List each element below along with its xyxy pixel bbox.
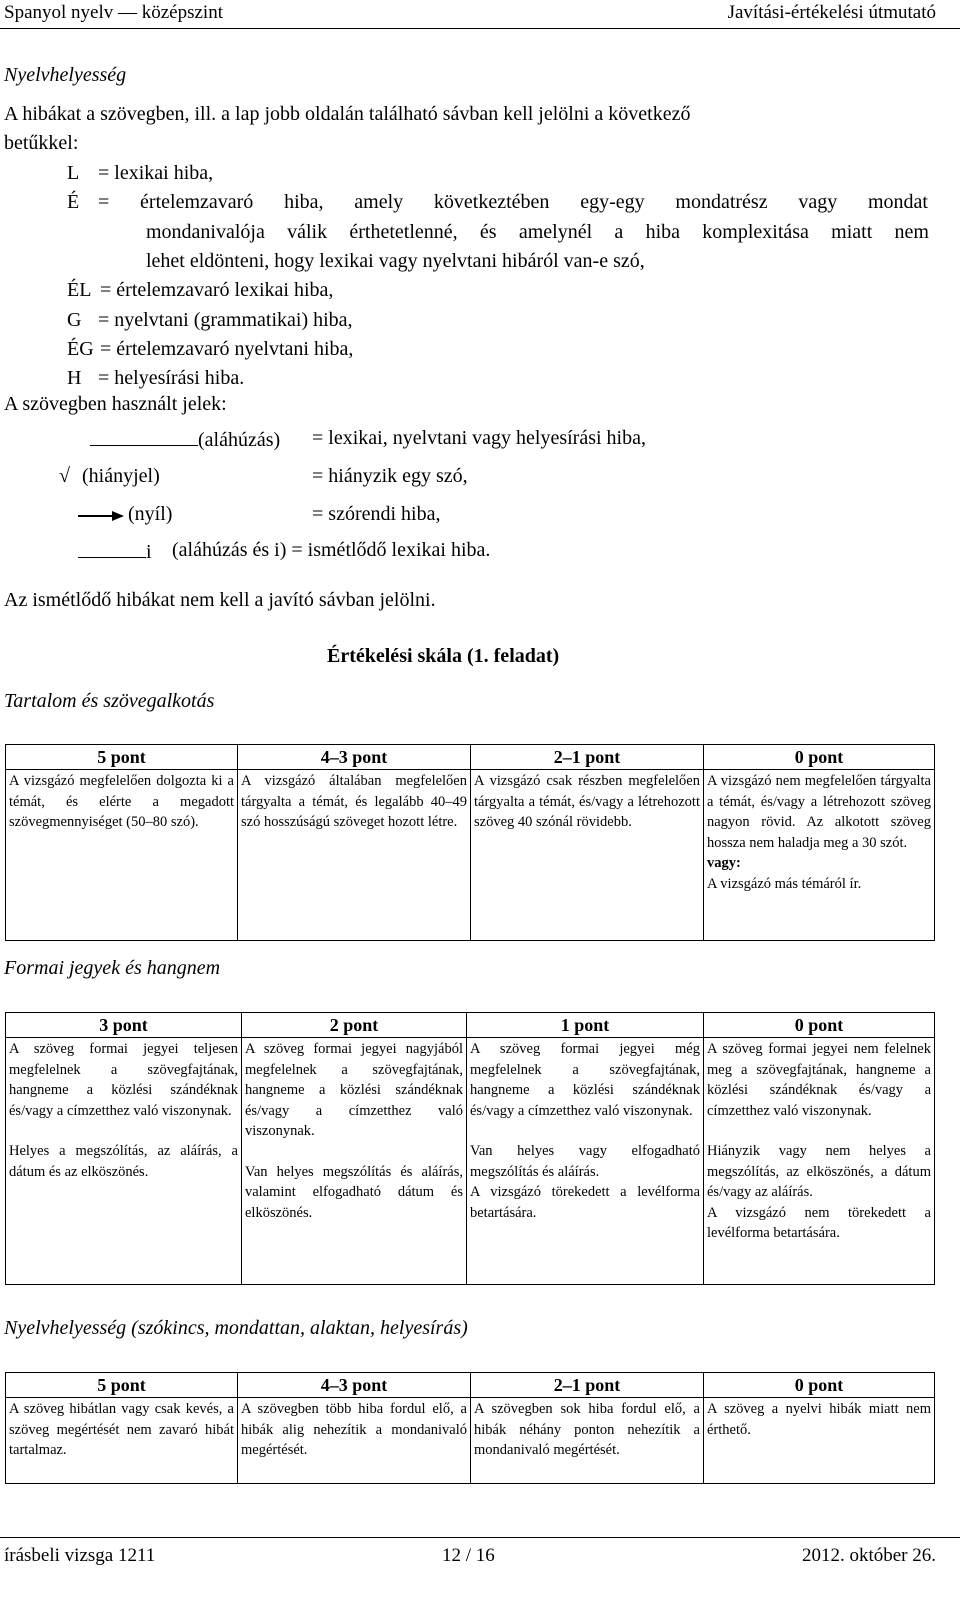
table-cell bbox=[704, 1038, 935, 1285]
header-cell: 4–3 pont bbox=[238, 745, 471, 770]
cell-text: A szöveg formai jegyei teljesen megfelelnek a szövegfajtának, hangneme a közlési szándéknak és/vagy a címzetthez való viszonynak. bbox=[9, 1041, 238, 1119]
mark-underline-row bbox=[90, 427, 280, 452]
cell-text: Helyes a megszólítás, az aláírás, a dátum és az elköszönés. bbox=[9, 1143, 238, 1180]
header-left: Spanyol nyelv — középszint bbox=[4, 2, 223, 23]
scale-title: Értékelési skála (1. feladat) bbox=[327, 645, 560, 667]
intro-line-1: A hibákat a szövegben, ill. a lap jobb oldalán található sávban kell jelölni a következő bbox=[4, 103, 691, 125]
header-right: Javítási-értékelési útmutató bbox=[727, 2, 936, 23]
error-code: ÉL bbox=[67, 279, 92, 302]
header-rule bbox=[0, 28, 960, 29]
mark-underline-label: (aláhúzás) bbox=[198, 429, 281, 451]
accuracy-score-table bbox=[5, 1372, 935, 1484]
marks-title: A szövegben használt jelek: bbox=[4, 393, 227, 415]
mark-check-label: (hiányjel) bbox=[82, 465, 160, 487]
error-code-description: = helyesírási hiba. bbox=[98, 367, 245, 390]
header-cell: 3 pont bbox=[6, 1013, 242, 1038]
table-cell bbox=[238, 770, 471, 941]
cell-text: A vizsgázó nem megfelelően tárgyalta a témát, és/vagy a létrehozott szöveg nagyon rövid. Az alkotott szöveg hossza nem haladja meg a 30 szót. bbox=[707, 773, 931, 851]
header-cell: 1 pont bbox=[467, 1013, 704, 1038]
error-code-description: = nyelvtani (grammatikai) hiba, bbox=[98, 308, 353, 331]
cell-text: A szöveg hibátlan vagy csak kevés, a szöveg megértését nem zavaró hibát tartalmaz. bbox=[9, 1401, 234, 1458]
mark-repeat-row bbox=[78, 539, 152, 564]
table-cell bbox=[238, 1398, 471, 1484]
mark-underline-eq: = lexikai, nyelvtani vagy helyesírási hiba, bbox=[312, 427, 646, 449]
cell-text: Van helyes vagy elfogadható megszólítás és aláírás. bbox=[470, 1143, 700, 1180]
table-cell bbox=[6, 1038, 242, 1285]
cell-text: A vizsgázó megfelelően dolgozta ki a témát, és elérte a megadott szövegmennyiséget (50–80 szó). bbox=[9, 773, 234, 830]
table-cell bbox=[6, 1398, 238, 1484]
arrow-icon bbox=[78, 508, 124, 524]
header-cell: 2–1 pont bbox=[471, 1373, 704, 1398]
table-cell bbox=[471, 1398, 704, 1484]
header-cell: 0 pont bbox=[704, 745, 935, 770]
header-cell: 5 pont bbox=[6, 1373, 238, 1398]
mark-arrow-label: (nyíl) bbox=[128, 503, 173, 525]
table-header-row bbox=[6, 745, 935, 770]
section-title-nyelvhelyesseg: Nyelvhelyesség bbox=[4, 64, 127, 86]
footer-rule bbox=[0, 1537, 960, 1538]
table-cell bbox=[704, 1398, 935, 1484]
table-header-row bbox=[6, 1373, 935, 1398]
cell-text: A vizsgázó más témáról ír. bbox=[707, 875, 862, 892]
header-cell: 4–3 pont bbox=[238, 1373, 471, 1398]
error-code-description: = értelemzavaró lexikai hiba, bbox=[100, 279, 334, 302]
formal-score-table bbox=[5, 1012, 935, 1285]
table-header-row bbox=[6, 1013, 935, 1038]
cell-text: A szöveg a nyelvi hibák miatt nem érthető. bbox=[707, 1401, 931, 1438]
cell-text: A vizsgázó csak részben megfelelően tárgyalta a témát, és/vagy a létrehozott szöveg 40 szónál rövidebb. bbox=[474, 773, 700, 830]
table-cell bbox=[6, 770, 238, 941]
note-repeat: Az ismétlődő hibákat nem kell a javító sávban jelölni. bbox=[4, 589, 436, 611]
underline-i-sample bbox=[78, 539, 146, 558]
header-cell: 0 pont bbox=[704, 1373, 935, 1398]
error-code-description: lehet eldönteni, hogy lexikai vagy nyelvtani hibáról van-e szó, bbox=[146, 249, 645, 272]
cell-text: A szöveg formai jegyei nagyjából megfelelnek a szövegfajtának, hangneme a közlési szándéknak és/vagy a címzetthez való viszonynak. bbox=[245, 1041, 463, 1139]
check-symbol-icon: √ bbox=[59, 465, 70, 487]
footer-left: írásbeli vizsga 1211 bbox=[4, 1545, 156, 1566]
footer-page-number: 12 / 16 bbox=[442, 1545, 495, 1566]
section-title-formai: Formai jegyek és hangnem bbox=[4, 957, 221, 979]
cell-text: A szöveg formai jegyei még megfelelnek a szövegfajtának, hangneme a közlési szándéknak és/vagy a címzetthez való viszonynak. bbox=[470, 1041, 700, 1119]
section-title-tartalom: Tartalom és szövegalkotás bbox=[4, 690, 215, 712]
mark-check-eq: = hiányzik egy szó, bbox=[312, 465, 468, 487]
table-row bbox=[6, 1038, 935, 1285]
mark-repeat-eq: (aláhúzás és i) = ismétlődő lexikai hiba. bbox=[172, 539, 491, 561]
header-cell: 2 pont bbox=[242, 1013, 467, 1038]
table-cell bbox=[242, 1038, 467, 1285]
error-code: ÉG bbox=[67, 337, 94, 360]
cell-text: Hiányzik vagy nem helyes a megszólítás, az elköszönés, a dátum és/vagy az aláírás. bbox=[707, 1143, 931, 1200]
table-cell bbox=[467, 1038, 704, 1285]
mark-arrow-eq: = szórendi hiba, bbox=[312, 503, 441, 525]
error-code-description: = értelemzavaró nyelvtani hiba, bbox=[100, 337, 354, 360]
error-code-description: mondanivalója válik érthetetlenné, és amelynél a hiba komplexitása miatt nem bbox=[146, 220, 929, 243]
table-row bbox=[6, 1398, 935, 1484]
cell-text: A szövegben több hiba fordul elő, a hibák alig nehezítik a mondanivaló megértését. bbox=[241, 1401, 467, 1458]
error-code-description: = lexikai hiba, bbox=[98, 162, 214, 184]
table-cell bbox=[704, 770, 935, 941]
intro-line-2: betűkkel: bbox=[4, 132, 79, 154]
section-title-nyelvhelyesseg-skala: Nyelvhelyesség (szókincs, mondattan, alaktan, helyesírás) bbox=[4, 1317, 468, 1339]
error-code: L bbox=[67, 162, 80, 184]
underline-sample bbox=[90, 427, 198, 446]
table-cell bbox=[471, 770, 704, 941]
header-cell: 0 pont bbox=[704, 1013, 935, 1038]
error-code: H bbox=[67, 367, 82, 390]
error-code: É bbox=[67, 191, 80, 214]
cell-text: A szöveg formai jegyei nem felelnek meg a szövegfajtának, hangneme a közlési szándéknak és/vagy a címzetthez való viszonynak. bbox=[707, 1041, 931, 1119]
error-code: G bbox=[67, 308, 82, 331]
cell-text: A vizsgázó nem törekedett a levélforma betartására. bbox=[707, 1204, 931, 1241]
content-score-table bbox=[5, 744, 935, 941]
cell-text: A vizsgázó törekedett a levélforma betartására. bbox=[470, 1184, 700, 1221]
table-row bbox=[6, 770, 935, 941]
mark-repeat-i: i bbox=[146, 541, 152, 563]
cell-text: A vizsgázó általában megfelelően tárgyalta a témát, és legalább 40–49 szó hosszúságú szöveget hozott létre. bbox=[241, 773, 467, 830]
footer-right: 2012. október 26. bbox=[801, 1545, 936, 1566]
header-cell: 2–1 pont bbox=[471, 745, 704, 770]
header-cell: 5 pont bbox=[6, 745, 238, 770]
error-code-description: = értelemzavaró hiba, amely következtében egy-egy mondatrész vagy mondat bbox=[98, 191, 928, 214]
cell-or: vagy: bbox=[707, 855, 741, 871]
cell-text: A szövegben sok hiba fordul elő, a hibák néhány ponton nehezítik a mondanivaló megértését. bbox=[474, 1401, 700, 1458]
cell-text: Van helyes megszólítás és aláírás, valamint elfogadható dátum és elköszönés. bbox=[245, 1163, 463, 1221]
